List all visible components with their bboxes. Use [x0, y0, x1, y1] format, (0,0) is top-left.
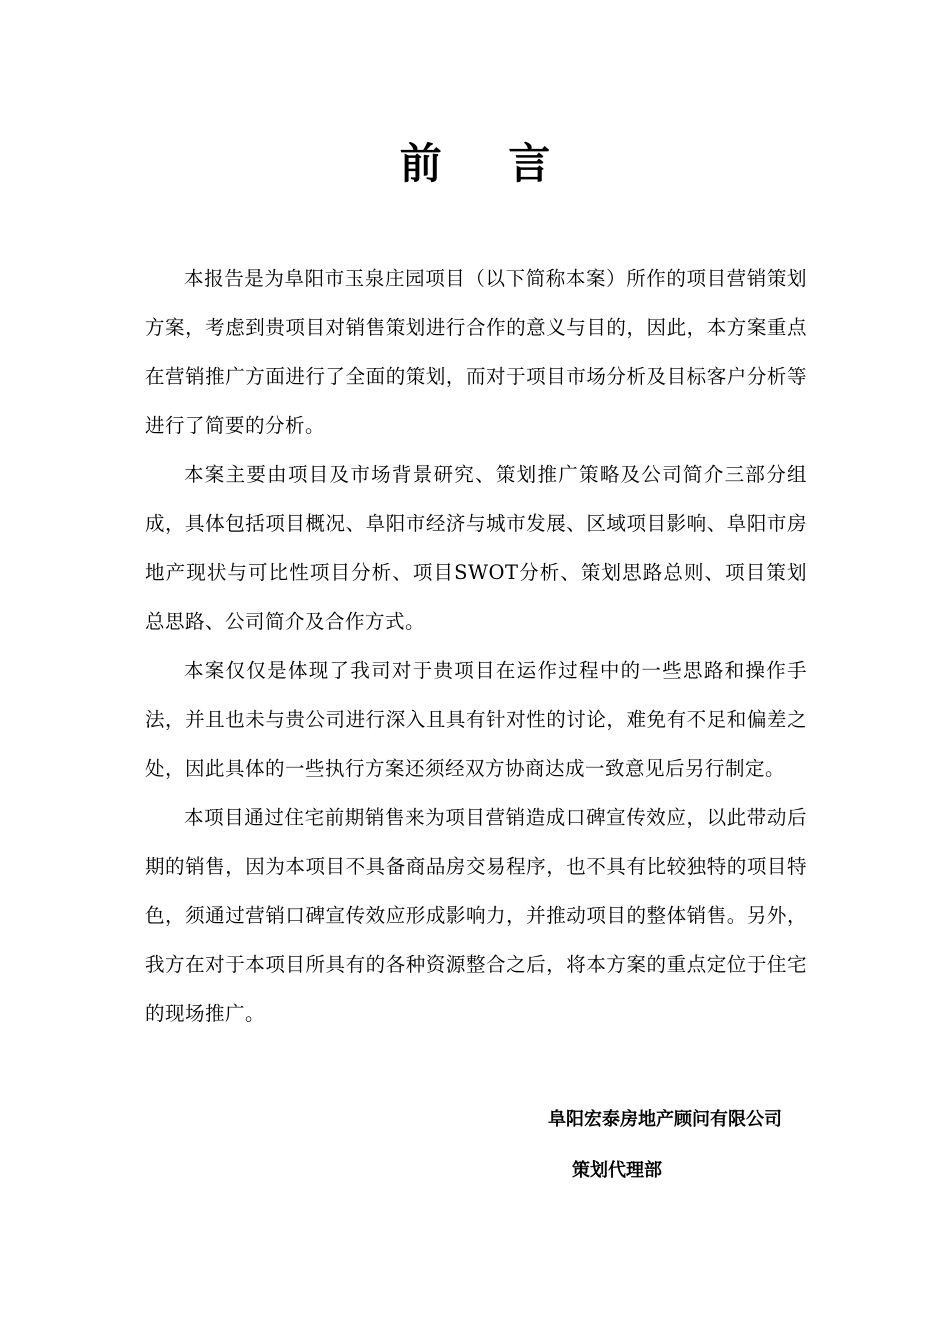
signature-company: 阜阳宏泰房地产顾问有限公司: [548, 1109, 782, 1130]
page-title: 前 言: [399, 139, 577, 188]
paragraph-strategy: 本项目通过住宅前期销售来为项目营销造成口碑宣传效应，以此带动后期的销售，因为本项目不具备商品房交易程序，也不具有比较独特的项目特色，须通过营销口碑宣传效应形成影响力，并推动项目的整体销售。另外，我方在对于本项目所具有的各种资源整合之后，将本方案的重点定位于住宅的现场推广。: [145, 806, 807, 1025]
paragraph-intro: 本报告是为阜阳市玉泉庄园项目（以下简称本案）所作的项目营销策划方案，考虑到贵项目对销售策划进行合作的意义与目的，因此，本方案重点在营销推广方面进行了全面的策划，而对于项目市场分析及目标客户分析等进行了简要的分析。: [145, 267, 807, 437]
paragraph-disclaimer: 本案仅仅是体现了我司对于贵项目在运作过程中的一些思路和操作手法，并且也未与贵公司进行深入且具有针对性的讨论，难免有不足和偏差之处，因此具体的一些执行方案还须经双方协商达成一致意见后另行制定。: [145, 659, 807, 780]
document-body: [145, 254, 807, 1038]
paragraph-structure: 本案主要由项目及市场背景研究、策划推广策略及公司简介三部分组成，具体包括项目概况、阜阳市经济与城市发展、区域项目影响、阜阳市房地产现状与可比性项目分析、项目SWOT分析、策划思路总则、项目策划总思路、公司简介及合作方式。: [145, 463, 807, 633]
signature-department: 策划代理部: [572, 1160, 662, 1181]
